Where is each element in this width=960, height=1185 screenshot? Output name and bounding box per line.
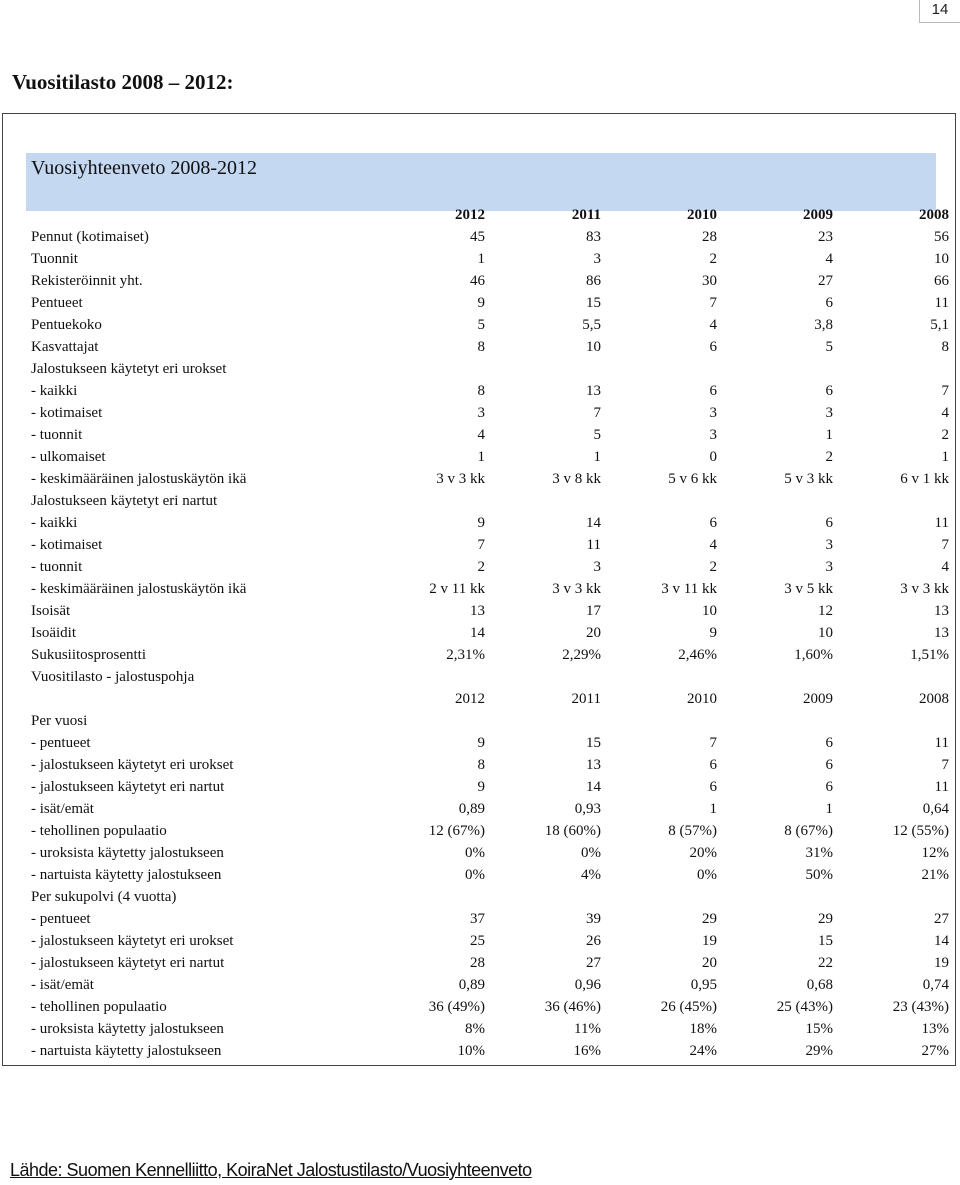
row-value: 66 <box>934 273 949 289</box>
table-row <box>26 248 954 270</box>
row-value: 5,1 <box>930 317 949 333</box>
row-value: 83 <box>586 229 601 245</box>
year-header-cell: 2012 <box>455 207 485 223</box>
table-row <box>26 842 954 864</box>
row-value: 56 <box>934 229 949 245</box>
row-value: 4 <box>477 427 485 443</box>
table-row <box>26 578 954 600</box>
table-row <box>26 622 954 644</box>
row-value: 0,93 <box>574 801 601 817</box>
row-value: 21% <box>921 867 949 883</box>
row-label: Per sukupolvi (4 vuotta) <box>31 889 177 905</box>
row-value: 8 (67%) <box>784 823 833 839</box>
row-value <box>722 358 838 380</box>
row-value: 1 <box>477 449 485 465</box>
table-row <box>26 336 954 358</box>
row-value: 27 <box>934 911 949 927</box>
row-value: 45 <box>470 229 485 245</box>
row-value: 5 v 6 kk <box>668 471 717 487</box>
row-value: 0,74 <box>922 977 949 993</box>
row-value: 11 <box>934 735 949 751</box>
row-value: 4 <box>941 559 949 575</box>
row-value: 12% <box>921 845 949 861</box>
row-value: 6 <box>825 757 833 773</box>
second-year-row <box>26 688 954 710</box>
row-value: 3 <box>825 559 833 575</box>
row-value: 3 <box>593 251 601 267</box>
row-value: 4 <box>709 317 717 333</box>
row-value: 0,95 <box>690 977 717 993</box>
row-label: Rekisteröinnit yht. <box>31 273 143 289</box>
row-value: 3 v 3 kk <box>436 471 485 487</box>
table-row <box>26 600 954 622</box>
table-row <box>26 798 954 820</box>
row-label: - jalostukseen käytetyt eri nartut <box>31 955 225 971</box>
row-value: 19 <box>934 955 949 971</box>
row-value: 6 <box>825 515 833 531</box>
row-value <box>606 710 722 732</box>
row-value: 26 (45%) <box>660 999 717 1015</box>
row-label: Isoäidit <box>31 625 76 641</box>
row-label: Tuonnit <box>31 251 78 267</box>
row-value: 3 <box>709 405 717 421</box>
table-row <box>26 556 954 578</box>
row-value: 2 <box>709 251 717 267</box>
row-value: 1 <box>825 427 833 443</box>
table-row <box>26 952 954 974</box>
row-value: 15 <box>586 295 601 311</box>
row-label: - pentueet <box>31 911 91 927</box>
row-value: 39 <box>586 911 601 927</box>
row-value <box>606 886 722 908</box>
table-row <box>26 424 954 446</box>
row-value: 14 <box>934 933 949 949</box>
row-value <box>374 886 490 908</box>
table-row <box>26 270 954 292</box>
year-header-cell: 2011 <box>571 207 601 223</box>
row-value: 6 <box>825 779 833 795</box>
row-value: 13% <box>921 1021 949 1037</box>
row-value: 0,96 <box>574 977 601 993</box>
row-label: - isät/emät <box>31 977 94 993</box>
row-value: 2 v 11 kk <box>429 581 485 597</box>
row-label: - uroksista käytetty jalostukseen <box>31 1021 224 1037</box>
row-label: - pentueet <box>31 735 91 751</box>
row-value <box>374 358 490 380</box>
row-value: 0% <box>581 845 601 861</box>
table-row <box>26 908 954 930</box>
row-value: 3 <box>825 405 833 421</box>
row-value: 9 <box>477 295 485 311</box>
row-value: 7 <box>477 537 485 553</box>
statistics-table <box>26 202 954 1062</box>
row-value <box>722 666 838 688</box>
row-value: 0% <box>465 867 485 883</box>
row-value: 4 <box>941 405 949 421</box>
row-value: 3 <box>477 405 485 421</box>
row-value <box>606 358 722 380</box>
row-value: 8 <box>477 339 485 355</box>
row-label: Jalostukseen käytetyt eri nartut <box>31 493 218 509</box>
table-row <box>26 820 954 842</box>
row-label: Pentueet <box>31 295 83 311</box>
row-value: 7 <box>941 383 949 399</box>
table-row <box>26 666 954 688</box>
row-value: 5 <box>477 317 485 333</box>
row-value: 11 <box>934 295 949 311</box>
year-cell: 2009 <box>803 691 833 707</box>
row-value <box>374 666 490 688</box>
row-label: - kotimaiset <box>31 405 103 421</box>
row-value: 4 <box>709 537 717 553</box>
year-header-cell: 2009 <box>803 207 833 223</box>
row-value: 4 <box>825 251 833 267</box>
row-value: 3 v 11 kk <box>661 581 717 597</box>
row-value: 13 <box>586 383 601 399</box>
table-row <box>26 226 954 248</box>
row-value <box>374 710 490 732</box>
table-row <box>26 314 954 336</box>
row-label: - nartuista käytetty jalostukseen <box>31 1043 222 1059</box>
table-row <box>26 886 954 908</box>
row-value: 18 (60%) <box>544 823 601 839</box>
table-row <box>26 710 954 732</box>
table-row <box>26 996 954 1018</box>
row-value: 9 <box>477 735 485 751</box>
row-value: 6 <box>709 339 717 355</box>
table-row <box>26 292 954 314</box>
row-value: 25 (43%) <box>776 999 833 1015</box>
row-value: 1 <box>593 449 601 465</box>
row-value: 6 <box>825 383 833 399</box>
row-value: 8% <box>465 1021 485 1037</box>
row-value <box>722 490 838 512</box>
row-label: Jalostukseen käytetyt eri urokset <box>31 361 227 377</box>
row-value: 4% <box>581 867 601 883</box>
source-note: Lähde: Suomen Kennelliitto, KoiraNet Jalostustilasto/Vuosiyhteenveto <box>10 1160 532 1180</box>
row-label: - kaikki <box>31 515 78 531</box>
table-row <box>26 380 954 402</box>
table-row <box>26 490 954 512</box>
row-label: - tuonnit <box>31 559 83 575</box>
table-row <box>26 776 954 798</box>
row-value: 1,60% <box>794 647 833 663</box>
row-value: 29% <box>805 1043 833 1059</box>
row-value: 16% <box>573 1043 601 1059</box>
row-value: 19 <box>702 933 717 949</box>
table-row <box>26 512 954 534</box>
year-cell: 2010 <box>687 691 717 707</box>
row-value: 15 <box>818 933 833 949</box>
row-value <box>490 710 606 732</box>
row-value <box>722 710 838 732</box>
row-value: 37 <box>470 911 485 927</box>
row-value <box>374 490 490 512</box>
row-value: 20 <box>586 625 601 641</box>
row-value: 5,5 <box>582 317 601 333</box>
row-value: 10 <box>702 603 717 619</box>
row-value: 22 <box>818 955 833 971</box>
row-label: - kotimaiset <box>31 537 103 553</box>
row-value: 23 <box>818 229 833 245</box>
row-value: 14 <box>470 625 485 641</box>
row-value <box>838 490 954 512</box>
row-value: 0,64 <box>922 801 949 817</box>
row-value: 15% <box>805 1021 833 1037</box>
row-label: - jalostukseen käytetyt eri nartut <box>31 779 225 795</box>
row-label: - tehollinen populaatio <box>31 823 167 839</box>
row-value: 27 <box>586 955 601 971</box>
summary-frame <box>2 113 956 1066</box>
row-value: 5 <box>593 427 601 443</box>
table-row <box>26 402 954 424</box>
row-value <box>490 358 606 380</box>
table-row <box>26 468 954 490</box>
row-value: 6 <box>825 295 833 311</box>
row-value: 12 (55%) <box>892 823 949 839</box>
row-value: 0,89 <box>458 977 485 993</box>
page-number: 14 <box>919 0 960 23</box>
row-value: 28 <box>470 955 485 971</box>
row-value: 7 <box>941 757 949 773</box>
year-row-empty <box>26 688 374 710</box>
row-value: 29 <box>702 911 717 927</box>
year-header-empty <box>26 202 374 226</box>
row-value: 9 <box>477 779 485 795</box>
row-value <box>606 490 722 512</box>
row-value: 14 <box>586 515 601 531</box>
row-value: 3,8 <box>814 317 833 333</box>
table-row <box>26 732 954 754</box>
row-value: 1 <box>477 251 485 267</box>
row-value: 86 <box>586 273 601 289</box>
row-value: 10 <box>818 625 833 641</box>
row-value: 2,29% <box>562 647 601 663</box>
row-value <box>722 886 838 908</box>
page-title: Vuositilasto 2008 – 2012: <box>12 70 234 94</box>
row-label: Per vuosi <box>31 713 88 729</box>
table-title: Vuosiyhteenveto 2008-2012 <box>31 157 257 179</box>
row-value: 23 (43%) <box>892 999 949 1015</box>
year-header-row <box>26 202 954 226</box>
row-value: 2 <box>825 449 833 465</box>
row-value <box>490 666 606 688</box>
row-value <box>606 666 722 688</box>
row-value: 3 v 8 kk <box>552 471 601 487</box>
table-row <box>26 974 954 996</box>
row-value: 2 <box>941 427 949 443</box>
row-value: 13 <box>934 603 949 619</box>
row-value: 30 <box>702 273 717 289</box>
row-value: 6 <box>709 515 717 531</box>
row-value: 10% <box>457 1043 485 1059</box>
row-value: 13 <box>586 757 601 773</box>
row-value: 7 <box>709 735 717 751</box>
row-label: - isät/emät <box>31 801 94 817</box>
row-value <box>838 666 954 688</box>
table-row <box>26 930 954 952</box>
row-label: Vuositilasto - jalostuspohja <box>31 669 195 685</box>
row-value: 20 <box>702 955 717 971</box>
row-value: 3 <box>825 537 833 553</box>
row-label: - ulkomaiset <box>31 449 106 465</box>
year-cell: 2008 <box>919 691 949 707</box>
row-value: 17 <box>586 603 601 619</box>
row-value: 13 <box>470 603 485 619</box>
row-value: 0% <box>697 867 717 883</box>
row-value: 7 <box>941 537 949 553</box>
table-row <box>26 864 954 886</box>
table-row <box>26 1018 954 1040</box>
row-label: Sukusiitosprosentti <box>31 647 147 663</box>
row-label: - keskimääräinen jalostuskäytön ikä <box>31 471 247 487</box>
row-value: 10 <box>934 251 949 267</box>
table-row <box>26 1040 954 1062</box>
row-value: 7 <box>593 405 601 421</box>
row-label: - tehollinen populaatio <box>31 999 167 1015</box>
row-value: 6 <box>709 383 717 399</box>
row-label: - kaikki <box>31 383 78 399</box>
row-value: 0,68 <box>806 977 833 993</box>
row-value <box>838 886 954 908</box>
row-value: 0,89 <box>458 801 485 817</box>
table-row <box>26 358 954 380</box>
row-label: - uroksista käytetty jalostukseen <box>31 845 224 861</box>
row-value: 36 (46%) <box>544 999 601 1015</box>
row-label: Pennut (kotimaiset) <box>31 229 149 245</box>
row-value: 1 <box>825 801 833 817</box>
row-value: 8 (57%) <box>668 823 717 839</box>
row-value: 1 <box>709 801 717 817</box>
row-value: 3 v 3 kk <box>552 581 601 597</box>
row-label: - jalostukseen käytetyt eri urokset <box>31 757 234 773</box>
table-row <box>26 534 954 556</box>
row-value: 2,46% <box>678 647 717 663</box>
row-value: 6 <box>709 779 717 795</box>
row-value: 15 <box>586 735 601 751</box>
table-row <box>26 446 954 468</box>
row-value: 36 (49%) <box>428 999 485 1015</box>
row-value: 6 <box>825 735 833 751</box>
row-value: 18% <box>689 1021 717 1037</box>
statistics-table-body <box>26 202 954 1062</box>
year-cell: 2012 <box>455 691 485 707</box>
year-cell: 2011 <box>571 691 601 707</box>
row-value: 27% <box>921 1043 949 1059</box>
row-value: 11% <box>574 1021 601 1037</box>
row-label: - jalostukseen käytetyt eri urokset <box>31 933 234 949</box>
row-value: 13 <box>934 625 949 641</box>
table-row <box>26 754 954 776</box>
row-value: 3 <box>593 559 601 575</box>
row-value: 9 <box>709 625 717 641</box>
row-value: 1,51% <box>910 647 949 663</box>
row-value: 11 <box>934 779 949 795</box>
row-value: 0% <box>465 845 485 861</box>
row-value: 12 <box>818 603 833 619</box>
row-value: 2 <box>709 559 717 575</box>
row-value: 8 <box>477 383 485 399</box>
row-value <box>490 886 606 908</box>
row-value: 20% <box>689 845 717 861</box>
row-value: 25 <box>470 933 485 949</box>
row-value: 46 <box>470 273 485 289</box>
row-value: 28 <box>702 229 717 245</box>
row-value: 8 <box>477 757 485 773</box>
year-header-cell: 2010 <box>687 207 717 223</box>
row-value: 3 v 3 kk <box>900 581 949 597</box>
row-label: Kasvattajat <box>31 339 99 355</box>
row-value: 2,31% <box>446 647 485 663</box>
row-value: 24% <box>689 1043 717 1059</box>
row-value: 8 <box>941 339 949 355</box>
year-header-cell: 2008 <box>919 207 949 223</box>
row-value: 6 <box>709 757 717 773</box>
row-value: 3 v 5 kk <box>784 581 833 597</box>
row-value: 5 v 3 kk <box>784 471 833 487</box>
row-value: 12 (67%) <box>428 823 485 839</box>
row-value: 27 <box>818 273 833 289</box>
row-label: - tuonnit <box>31 427 83 443</box>
row-label: Isoisät <box>31 603 71 619</box>
row-value: 1 <box>941 449 949 465</box>
row-value: 50% <box>805 867 833 883</box>
row-value: 3 <box>709 427 717 443</box>
row-value: 2 <box>477 559 485 575</box>
row-value <box>838 358 954 380</box>
row-value: 26 <box>586 933 601 949</box>
row-value: 0 <box>709 449 717 465</box>
row-value: 5 <box>825 339 833 355</box>
row-label: - nartuista käytetty jalostukseen <box>31 867 222 883</box>
row-value <box>490 490 606 512</box>
row-value: 10 <box>586 339 601 355</box>
row-value <box>838 710 954 732</box>
row-value: 6 v 1 kk <box>900 471 949 487</box>
row-value: 14 <box>586 779 601 795</box>
row-value: 31% <box>805 845 833 861</box>
row-label: Pentuekoko <box>31 317 102 333</box>
row-value: 7 <box>709 295 717 311</box>
row-value: 9 <box>477 515 485 531</box>
row-label: - keskimääräinen jalostuskäytön ikä <box>31 581 247 597</box>
table-row <box>26 644 954 666</box>
row-value: 29 <box>818 911 833 927</box>
row-value: 11 <box>586 537 601 553</box>
row-value: 11 <box>934 515 949 531</box>
